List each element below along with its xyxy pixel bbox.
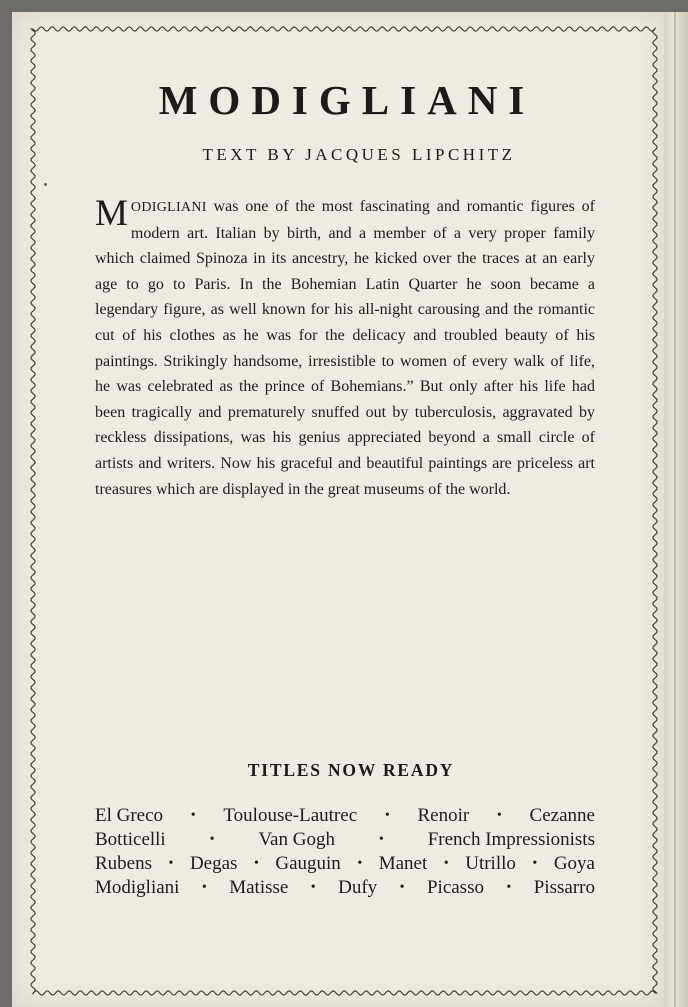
lead-smallcaps: ODIGLIANI [130,200,207,215]
title-item: Botticelli [95,829,166,850]
title-item: Degas [189,853,238,874]
titles-row [95,828,595,852]
title-item: Rubens [95,853,152,874]
titles-list [95,804,595,900]
titles-row [95,876,595,900]
title-item: Cezanne [529,805,595,826]
title-item: Matisse [229,877,289,898]
bullet-separator: • [384,808,390,823]
title-item: Gauguin [275,853,341,874]
bullet-separator: • [168,856,174,871]
title-item: French Impressionists [427,829,595,850]
title-item: Manet [378,853,428,874]
bullet-separator: • [310,880,316,895]
bullet-separator: • [253,856,259,871]
bullet-separator: • [496,808,502,823]
bullet-separator: • [378,832,384,847]
bullet-separator: • [190,808,196,823]
title-item: El Greco [95,805,164,826]
titles-row [95,852,595,876]
title-item: Renoir [417,805,470,826]
description-text [95,194,595,502]
titles-row [95,804,595,828]
title-item: Pissarro [533,877,595,898]
title-item: Goya [553,853,595,874]
bullet-separator: • [443,856,449,871]
bullet-separator: • [357,856,363,871]
title-item: Van Gogh [258,829,335,850]
bullet-separator: • [201,880,207,895]
bullet-separator: • [532,856,538,871]
bullet-separator: • [399,880,405,895]
title-item: Dufy [338,877,378,898]
title-item: Picasso [426,877,484,898]
titles-heading: TITLES NOW READY [247,760,455,780]
bullet-separator: • [209,832,215,847]
book-title: MODIGLIANI [158,77,536,123]
title-item: Modigliani [95,877,180,898]
title-item: Toulouse-Lautrec [223,805,358,826]
bullet-separator: • [506,880,512,895]
description-body: was one of the most fascinating and romantic figures of modern art. Italian by birth, and a member of a very proper family which claimed Spinoza in its ancestry, he kicked over the traces at an early age to go to Paris. In the Bohemian Latin Quarter he soon became a legendary figure, as well known for his all-night carousing and the romantic cut of his clothes as he was for the delicacy and troubled beauty of his paintings. Strikingly handsome, irresistible to women of every walk of life, he was celebrated as the prince of Bohemians.” But only after his life had been tragically and prematurely snuffed out by tuberculosis, aggravated by reckless dissipations, was his genius appreciated beyond a small circle of artists and writers. Now his graceful and beautiful paintings are priceless art treasures which are displayed in the great museums of the world. [95,198,595,498]
drop-cap: M [95,193,128,234]
title-item: Utrillo [465,853,516,874]
author-byline: TEXT BY JACQUES LIPCHITZ [202,145,516,164]
